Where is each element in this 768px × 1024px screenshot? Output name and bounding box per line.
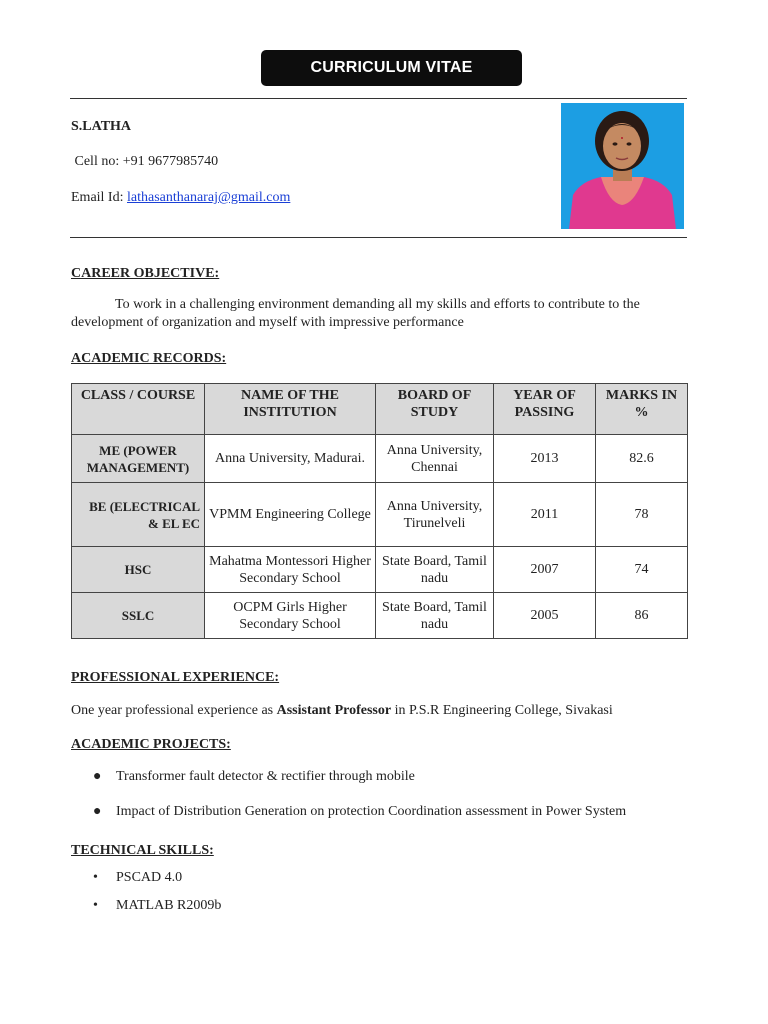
professional-experience-text <box>71 703 613 719</box>
board-cell: Anna University, Tirunelveli <box>376 483 494 547</box>
academic-records-table <box>71 383 688 639</box>
email-line <box>71 190 290 206</box>
candidate-name: S.LATHA <box>71 119 132 134</box>
institution-cell: VPMM Engineering College <box>205 483 376 547</box>
divider-top <box>70 98 687 99</box>
board-cell: State Board, Tamil nadu <box>376 547 494 593</box>
header-class-course: CLASS / COURSE <box>72 384 205 435</box>
experience-prefix: One year professional experience as <box>71 703 277 718</box>
list-item <box>71 898 221 914</box>
year-cell: 2011 <box>494 483 596 547</box>
skill-text: MATLAB R2009b <box>116 898 222 913</box>
year-cell: 2007 <box>494 547 596 593</box>
cell-number: Cell no: +91 9677985740 <box>71 154 219 169</box>
project-text: Transformer fault detector & rectifier through mobile <box>116 769 415 784</box>
marks-cell: 86 <box>596 593 688 639</box>
course-cell: ME (POWER MANAGEMENT) <box>72 435 205 483</box>
board-cell: Anna University, Chennai <box>376 435 494 483</box>
bullet-icon: ● <box>93 769 102 784</box>
marks-cell: 82.6 <box>596 435 688 483</box>
professional-experience-heading: PROFESSIONAL EXPERIENCE: <box>71 670 280 685</box>
list-item <box>71 769 626 785</box>
marks-cell: 78 <box>596 483 688 547</box>
cv-title: CURRICULUM VITAE <box>261 50 522 86</box>
institution-cell: OCPM Girls Higher Secondary School <box>205 593 376 639</box>
divider-bottom <box>70 237 687 238</box>
marks-cell: 74 <box>596 547 688 593</box>
header-board: BOARD OF STUDY <box>376 384 494 435</box>
header-institution: NAME OF THE INSTITUTION <box>205 384 376 435</box>
career-objective-body: To work in a challenging environment demanding all my skills and efforts to contribute to the development of organization and myself with impressive performance <box>71 297 640 330</box>
experience-role: Assistant Professor <box>276 703 392 718</box>
profile-photo <box>561 103 684 229</box>
email-label: Email Id: <box>71 190 127 205</box>
career-objective-text <box>71 296 687 332</box>
header-marks: MARKS IN % <box>596 384 688 435</box>
course-cell: SSLC <box>72 593 205 639</box>
table-row <box>72 483 688 547</box>
academic-projects-heading: ACADEMIC PROJECTS: <box>71 737 231 752</box>
bullet-icon: • <box>93 870 98 885</box>
career-objective-heading: CAREER OBJECTIVE: <box>71 266 220 281</box>
academic-records-heading: ACADEMIC RECORDS: <box>71 351 227 366</box>
list-item <box>71 804 626 820</box>
year-cell: 2005 <box>494 593 596 639</box>
institution-cell: Mahatma Montessori Higher Secondary School <box>205 547 376 593</box>
course-cell: BE (ELECTRICAL & EL EC <box>72 483 205 547</box>
academic-projects-list <box>71 769 626 820</box>
list-item <box>71 870 221 886</box>
project-text: Impact of Distribution Generation on protection Coordination assessment in Power System <box>116 804 627 819</box>
institution-cell: Anna University, Madurai. <box>205 435 376 483</box>
technical-skills-heading: TECHNICAL SKILLS: <box>71 843 214 858</box>
table-row <box>72 547 688 593</box>
email-link[interactable]: lathasanthanaraj@gmail.com <box>127 190 291 205</box>
experience-suffix: in P.S.R Engineering College, Sivakasi <box>391 703 613 718</box>
technical-skills-list <box>71 870 221 914</box>
table-row <box>72 593 688 639</box>
skill-text: PSCAD 4.0 <box>116 870 183 885</box>
table-header-row <box>72 384 688 435</box>
table-row <box>72 435 688 483</box>
course-cell: HSC <box>72 547 205 593</box>
bullet-icon: • <box>93 898 98 913</box>
profile-photo-illustration <box>561 103 684 229</box>
header-year: YEAR OF PASSING <box>494 384 596 435</box>
bullet-icon: ● <box>93 804 102 819</box>
year-cell: 2013 <box>494 435 596 483</box>
board-cell: State Board, Tamil nadu <box>376 593 494 639</box>
